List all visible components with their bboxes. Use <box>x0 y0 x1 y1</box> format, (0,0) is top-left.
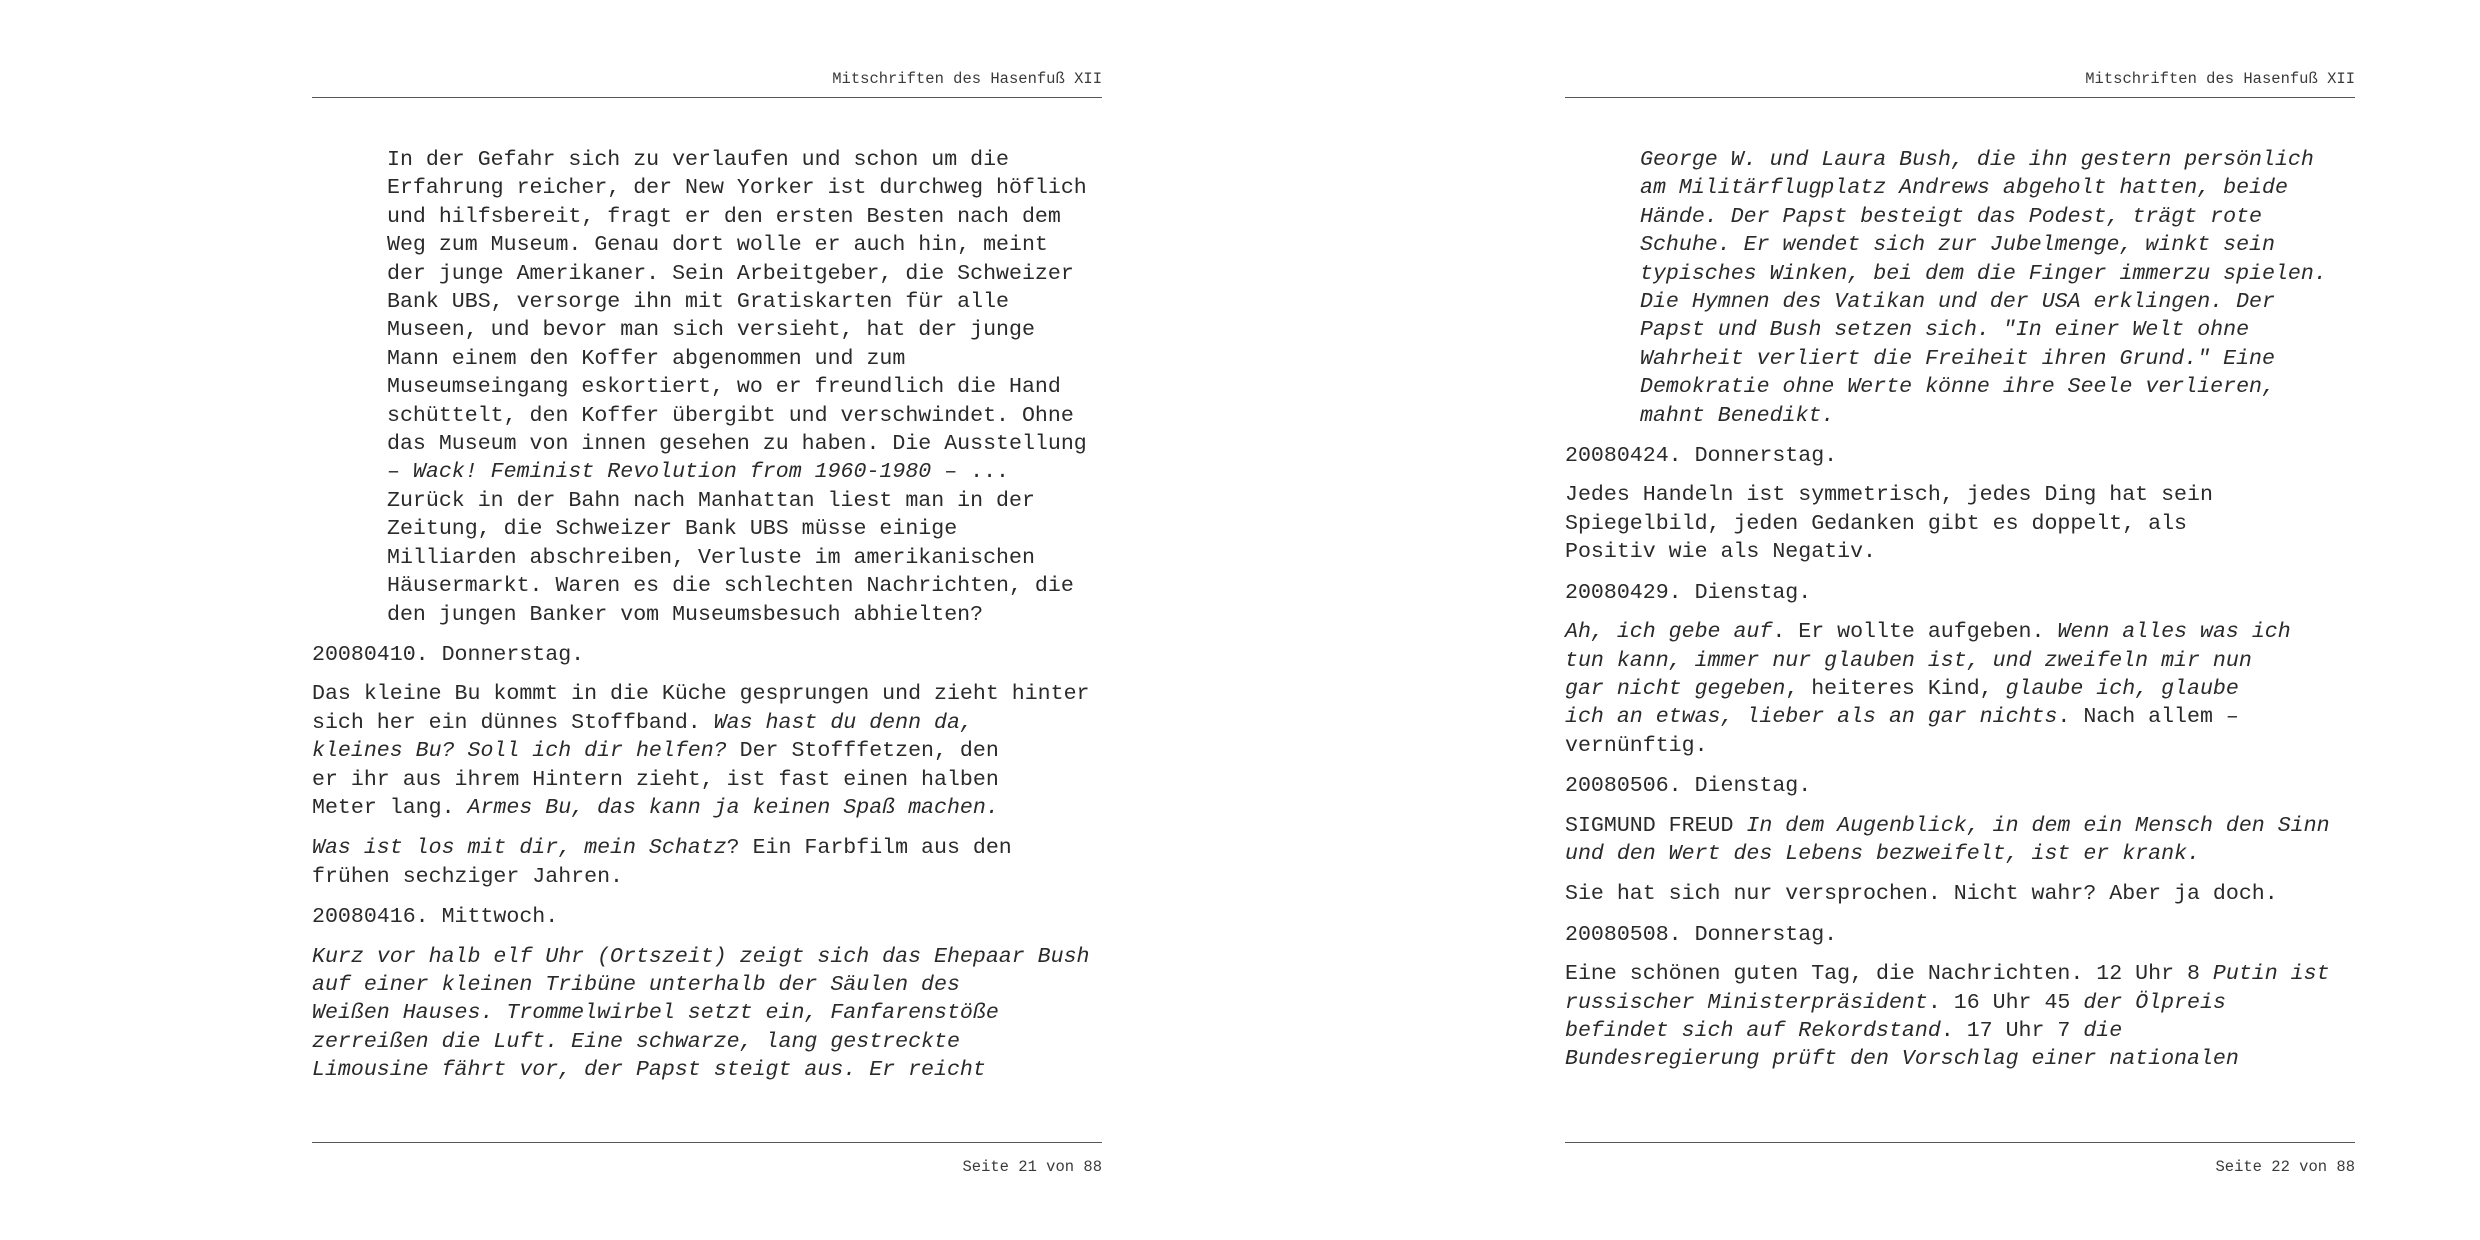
italic-run: tun kann, immer nur glauben ist, und zweifeln mir nun <box>1565 648 2252 673</box>
text-run: frühen sechziger Jahren. <box>312 864 624 889</box>
text-line <box>1565 921 2355 949</box>
text-run: . 17 Uhr 7 <box>1940 1018 2084 1043</box>
text-run: 20080424. Donnerstag. <box>1565 444 1838 469</box>
text-run: sich her ein dünnes Stoffband. <box>312 710 714 735</box>
text-line <box>1565 703 2355 731</box>
text-line <box>387 231 1102 259</box>
text-line <box>312 794 1102 822</box>
paragraph <box>312 943 1102 1085</box>
paragraph <box>1565 960 2355 1074</box>
text-line <box>387 203 1102 231</box>
italic-run: und den Wert des Lebens bezweifelt, ist er krank. <box>1565 841 2200 866</box>
text-run: der junge Amerikaner. Sein Arbeitgeber, die Schweizer <box>387 261 1074 286</box>
text-run: und hilfsbereit, fragt er den ersten Besten nach dem <box>387 204 1061 229</box>
text-line <box>1565 772 2355 800</box>
date-heading <box>1565 442 2355 470</box>
italic-run: Wack! Feminist Revolution from 1960-1980 <box>412 460 932 485</box>
italic-run: Armes Bu, das kann ja keinen Spaß machen. <box>467 795 999 820</box>
text-line <box>1565 481 2355 509</box>
text-run: 20080416. Mittwoch. <box>312 905 559 930</box>
italic-run: der Ölpreis <box>2083 990 2226 1015</box>
text-line <box>1565 647 2355 675</box>
italic-run: Limousine fährt vor, der Papst steigt aus. Er reicht <box>312 1058 986 1083</box>
italic-run: die <box>2083 1018 2123 1043</box>
page-left <box>312 0 1102 1240</box>
paragraph <box>1565 880 2355 908</box>
text-line <box>312 1028 1102 1056</box>
text-line <box>312 737 1102 765</box>
text-line <box>1640 174 2355 202</box>
italic-run: kleines Bu? Soll ich dir helfen? <box>312 739 727 764</box>
text-line <box>1565 960 2355 988</box>
page-body <box>312 146 1102 1097</box>
text-run: Zeitung, die Schweizer Bank UBS müsse einige <box>387 517 958 542</box>
text-line <box>387 458 1102 486</box>
text-line <box>387 430 1102 458</box>
italic-run: Wenn alles was ich <box>2057 620 2291 645</box>
text-line <box>387 174 1102 202</box>
text-run: . 16 Uhr 45 <box>1927 990 2084 1015</box>
text-line <box>1640 288 2355 316</box>
text-line <box>1640 373 2355 401</box>
text-line <box>312 943 1102 971</box>
text-line <box>1565 812 2355 840</box>
text-run: – ... <box>931 460 1010 485</box>
text-run: Erfahrung reicher, der New Yorker ist durchweg höflich <box>387 176 1087 201</box>
text-line <box>312 863 1102 891</box>
text-line <box>1640 345 2355 373</box>
text-run: 20080508. Donnerstag. <box>1565 922 1838 947</box>
text-line <box>1565 840 2355 868</box>
text-line <box>1565 538 2355 566</box>
text-line <box>1640 203 2355 231</box>
text-line <box>312 680 1102 708</box>
paragraph <box>1565 812 2355 869</box>
text-line <box>312 1056 1102 1084</box>
text-line <box>1565 1045 2355 1073</box>
page-body <box>1565 146 2355 1086</box>
text-line <box>1565 442 2355 470</box>
italic-run: mahnt Benedikt. <box>1640 403 1835 428</box>
italic-run: Die Hymnen des Vatikan und der USA erklingen. Der <box>1640 290 2275 315</box>
text-run: – <box>387 460 413 485</box>
text-line <box>387 288 1102 316</box>
text-run: Häusermarkt. Waren es die schlechten Nachrichten, die <box>387 574 1074 599</box>
italic-run: Hände. Der Papst besteigt das Podest, trägt rote <box>1640 204 2263 229</box>
text-line <box>387 402 1102 430</box>
text-line <box>387 316 1102 344</box>
paragraph <box>312 146 1102 629</box>
text-run: Museen, und bevor man sich versieht, hat der junge <box>387 318 1035 343</box>
text-run: ? Ein Farbfilm aus den <box>726 836 1012 861</box>
text-line <box>387 487 1102 515</box>
text-line <box>1565 732 2355 760</box>
italic-run: russischer Ministerpräsident <box>1565 990 1928 1015</box>
text-line <box>1565 579 2355 607</box>
italic-run: Ah, ich gebe auf <box>1565 620 1773 645</box>
page-right <box>1565 0 2355 1240</box>
text-run: Spiegelbild, jeden Gedanken gibt es doppelt, als <box>1565 511 2188 536</box>
paragraph <box>312 834 1102 891</box>
text-line <box>387 146 1102 174</box>
text-line <box>1640 231 2355 259</box>
footer-rule <box>312 1142 1102 1143</box>
text-run: Meter lang. <box>312 795 468 820</box>
italic-run: George W. und Laura Bush, die ihn gestern persönlich <box>1640 148 2314 172</box>
italic-run: Was hast du denn da, <box>713 710 973 735</box>
text-line <box>387 601 1102 629</box>
text-run: Sie hat sich nur versprochen. Nicht wahr? Aber ja doch. <box>1565 882 2278 907</box>
text-line <box>387 544 1102 572</box>
italic-run: ich an etwas, lieber als an gar nichts <box>1565 705 2058 730</box>
date-heading <box>312 903 1102 931</box>
page-number: Seite 21 von 88 <box>962 1158 1102 1176</box>
running-header: Mitschriften des Hasenfuß XII <box>832 70 1102 88</box>
text-run: Bank UBS, versorge ihn mit Gratiskarten für alle <box>387 290 1010 315</box>
text-run: In der Gefahr sich zu verlaufen und schon um die <box>387 148 1010 172</box>
footer-rule <box>1565 1142 2355 1143</box>
text-line <box>312 903 1102 931</box>
italic-run: Bundesregierung prüft den Vorschlag einer nationalen <box>1565 1047 2239 1072</box>
text-line <box>1640 260 2355 288</box>
text-run: SIGMUND FREUD <box>1565 813 1747 838</box>
paragraph <box>1565 146 2355 430</box>
date-heading <box>1565 772 2355 800</box>
text-line <box>1565 989 2355 1017</box>
text-run: er ihr aus ihrem Hintern zieht, ist fast einen halben <box>312 767 999 792</box>
italic-run: Putin ist <box>2212 962 2330 987</box>
text-run: Positiv wie als Negativ. <box>1565 540 1877 565</box>
italic-run: Papst und Bush setzen sich. "In einer Welt ohne <box>1640 318 2250 343</box>
text-line <box>1565 675 2355 703</box>
running-header: Mitschriften des Hasenfuß XII <box>2085 70 2355 88</box>
text-line <box>312 834 1102 862</box>
text-run: 20080410. Donnerstag. <box>312 642 585 667</box>
text-run: Weg zum Museum. Genau dort wolle er auch hin, meint <box>387 233 1048 258</box>
italic-run: am Militärflugplatz Andrews abgeholt hatten, beide <box>1640 176 2288 201</box>
italic-run: befindet sich auf Rekordstand <box>1565 1018 1941 1043</box>
italic-run: Demokratie ohne Werte könne ihre Seele verlieren, <box>1640 375 2275 400</box>
text-line <box>387 345 1102 373</box>
italic-run: Was ist los mit dir, mein Schatz <box>312 836 727 861</box>
date-heading <box>312 641 1102 669</box>
text-line <box>312 999 1102 1027</box>
text-run: Der Stofffetzen, den <box>726 739 999 764</box>
text-line <box>1640 316 2355 344</box>
text-run: Mann einem den Koffer abgenommen und zum <box>387 346 906 371</box>
paragraph <box>1565 481 2355 566</box>
text-line <box>1565 880 2355 908</box>
italic-run: In dem Augenblick, in dem ein Mensch den Sinn <box>1746 813 2330 838</box>
text-line <box>312 709 1102 737</box>
text-run: 20080429. Dienstag. <box>1565 580 1812 605</box>
text-run: vernünftig. <box>1565 733 1708 758</box>
italic-run: Weißen Hauses. Trommelwirbel setzt ein, Fanfarenstöße <box>312 1001 999 1026</box>
paragraph <box>1565 618 2355 760</box>
text-run: . Er wollte aufgeben. <box>1772 620 2058 645</box>
text-run: Milliarden abschreiben, Verluste im amerikanischen <box>387 545 1035 570</box>
text-run: das Museum von innen gesehen zu haben. Die Ausstellung <box>387 432 1087 457</box>
text-line <box>1565 618 2355 646</box>
page-number: Seite 22 von 88 <box>2215 1158 2355 1176</box>
text-line <box>387 515 1102 543</box>
text-run: , heiteres Kind, <box>1785 676 2006 701</box>
text-line <box>1565 1017 2355 1045</box>
italic-run: zerreißen die Luft. Eine schwarze, lang gestreckte <box>312 1029 960 1054</box>
text-run: schüttelt, den Koffer übergibt und verschwindet. Ohne <box>387 403 1074 428</box>
text-line <box>387 260 1102 288</box>
header-rule <box>1565 97 2355 98</box>
text-line <box>1640 402 2355 430</box>
text-line <box>312 641 1102 669</box>
date-heading <box>1565 921 2355 949</box>
text-run: . Nach allem – <box>2057 705 2239 730</box>
header-rule <box>312 97 1102 98</box>
text-run: den jungen Banker vom Museumsbesuch abhielten? <box>387 602 984 627</box>
text-run: Das kleine Bu kommt in die Küche gesprungen und zieht hinter <box>312 682 1090 707</box>
date-heading <box>1565 579 2355 607</box>
text-line <box>387 373 1102 401</box>
text-run: Museumseingang eskortiert, wo er freundlich die Hand <box>387 375 1061 400</box>
text-line <box>1565 510 2355 538</box>
italic-run: glaube ich, glaube <box>2005 676 2239 701</box>
text-run: Jedes Handeln ist symmetrisch, jedes Ding hat sein <box>1565 483 2213 508</box>
italic-run: auf einer kleinen Tribüne unterhalb der Säulen des <box>312 972 960 997</box>
text-line <box>1640 146 2355 174</box>
italic-run: Wahrheit verliert die Freiheit ihren Grund." Eine <box>1640 346 2275 371</box>
text-line <box>312 766 1102 794</box>
text-line <box>312 971 1102 999</box>
text-run: Eine schönen guten Tag, die Nachrichten. 12 Uhr 8 <box>1565 962 2213 987</box>
italic-run: gar nicht gegeben <box>1565 676 1786 701</box>
italic-run: Kurz vor halb elf Uhr (Ortszeit) zeigt sich das Ehepaar Bush <box>312 944 1090 969</box>
italic-run: typisches Winken, bei dem die Finger immerzu spielen. <box>1640 261 2327 286</box>
text-line <box>387 572 1102 600</box>
text-run: Zurück in der Bahn nach Manhattan liest man in der <box>387 488 1035 513</box>
italic-run: Schuhe. Er wendet sich zur Jubelmenge, winkt sein <box>1640 233 2275 258</box>
text-run: 20080506. Dienstag. <box>1565 774 1812 799</box>
paragraph <box>312 680 1102 822</box>
